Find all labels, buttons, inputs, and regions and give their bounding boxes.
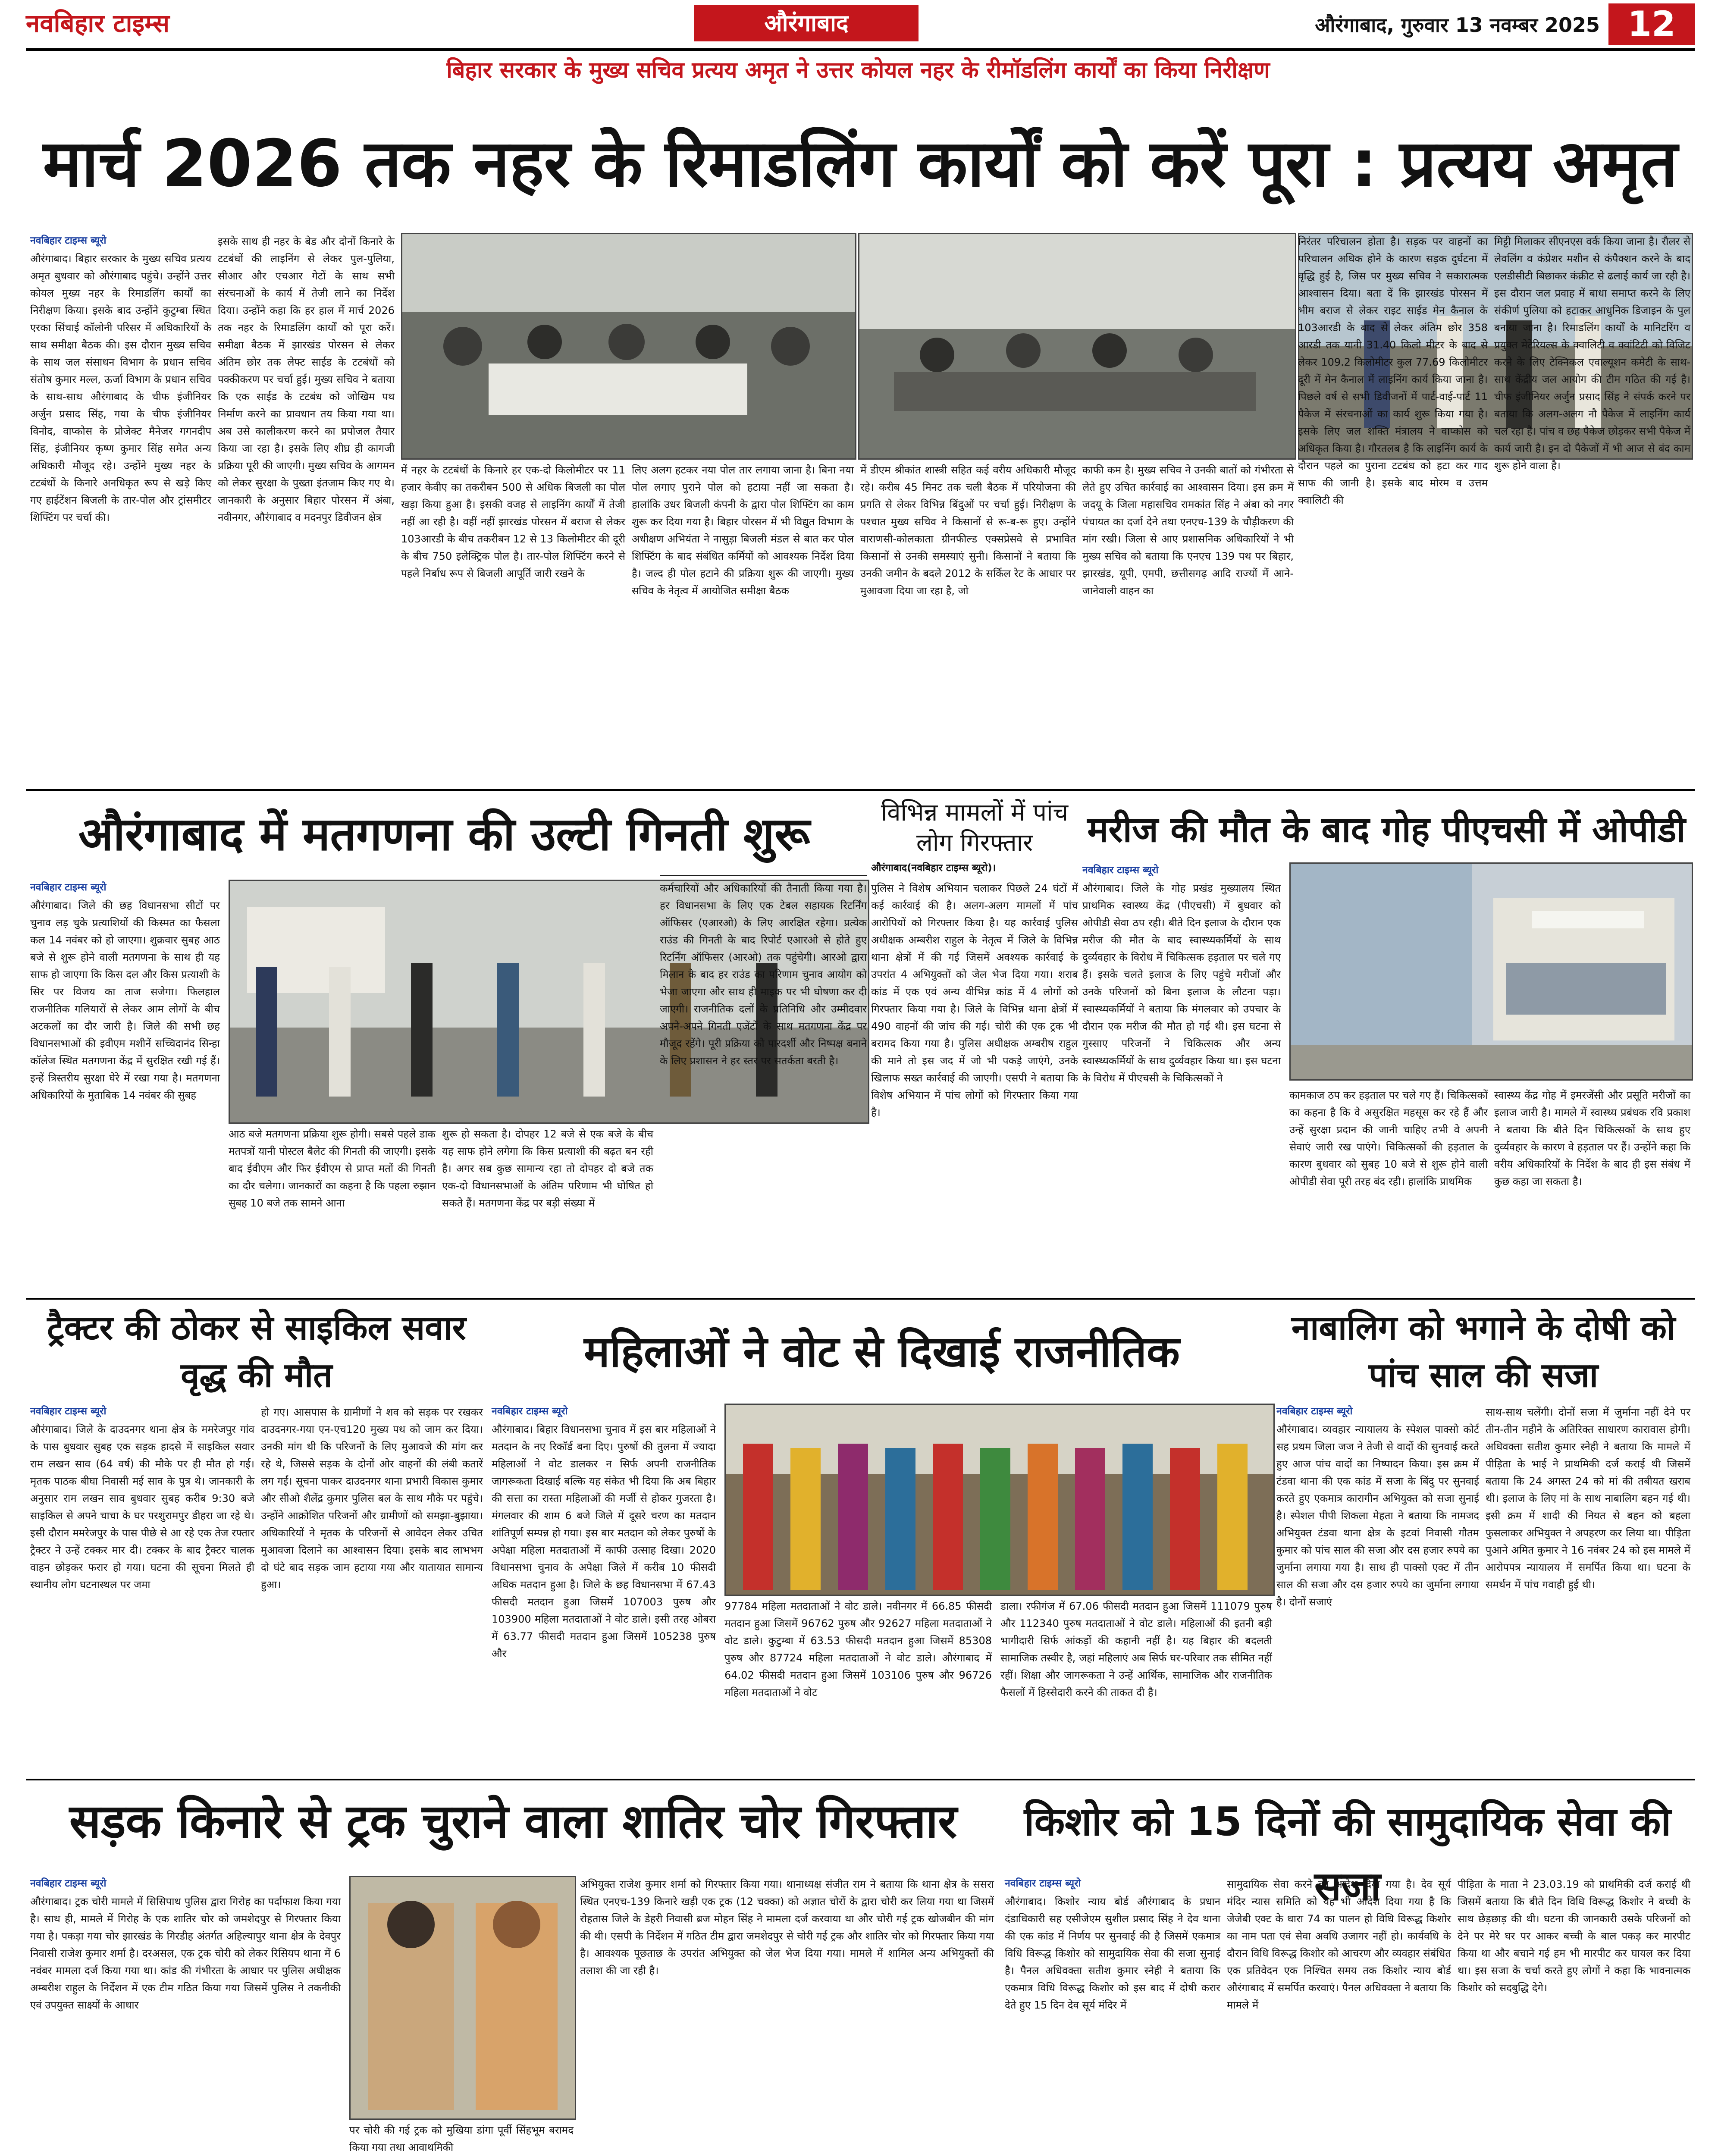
- women-headline: महिलाओं ने वोट से दिखाई राजनीतिक: [584, 1326, 1180, 1377]
- counting-col1: औरंगाबाद। जिले की छह विधानसभा सीटों पर चुनाव लड़ चुके प्रत्याशियों की किस्मत का फैसला कल 14 नवंबर को हो जाएगा। शुक्रवार सुबह आठ बजे से शुरू होने वाली मतगणना के साथ ही यह साफ हो जाएगा कि किस दल और किस प्रत्याशी के सिर पर विजय का ताज सजेगा। फिलहाल राजनीतिक गलियारों से लेकर आम लोगों के बीच अटकलों का दौर जारी है। जिले की सभी छह विधानसभाओं की इवीएम मशीनें सच्चिदानंद सिन्हा कॉलेज स्थित मतगणना केंद्र में सुरक्षित रखी गई हैं। इन्हें त्रिस्तरीय सुरक्षा घेरे में रखा गया है। मतगणना अधिकारियों के मुताबिक 14 नवंबर की सुबह: [30, 899, 220, 1101]
- tractor-col1: औरंगाबाद। जिले के दाउदनगर थाना क्षेत्र के ममरेजपुर गांव के पास बुधवार सुबह एक सड़क हादसे में साइकिल सवार राम लखन साव (64 वर्ष) की मौके पर ही मौत हो गई। मृतक पाठक बीघा निवासी मई साव के पुत्र थे। जानकारी के अनुसार राम लखन साव बुधवार सुबह करीब 9:30 बजे साइकिल से अपने चाचा के घर परशुरामपुर डीहरा जा रहे थे। इसी दौरान ममरेजपुर के पास पीछे से आ रहे एक तेज रफ्तार ट्रैक्टर ने उन्हें टक्कर मार दी। टक्कर के बाद ट्रैक्टर चालक वाहन छोड़कर फरार हो गया। घटना की सूचना मिलते ही स्थानीय लोग घटनास्थल पर जमा: [30, 1423, 254, 1591]
- juvenile-col3: पीड़िता के माता ने 23.03.19 को प्राथमिकी दर्ज कराई थी जिसमें बताया कि बीते दिन विधि विरूद्ध किशोर ने बच्ची के साथ छेड़छाड़ की थी। घटना की जानकारी उसके परिजनों को देने पर मेरे घर पर आकर बच्ची के बाल पकड़ कर मारपीट किया था और बचाने गई हम भी मारपीट कर घायल कर दिया था। इस सजा के चर्चा करते हुए लोगों ने कहा कि भावनात्मक किशोर को सदबुद्धि देगे।: [1458, 1878, 1690, 1994]
- page-number: 12: [1608, 3, 1695, 45]
- counting-col3: शुरू हो सकता है। दोपहर 12 बजे से एक बजे के बीच यह साफ होने लगेगा कि किस प्रत्याशी की बढ़त बन रही है। अगर सब कुछ सामान्य रहा तो दोपहर दो बजे तक एक-दो विधानसभाओं के अंतिम परिणाम भी घोषित हो सकते हैं। मतगणना केंद्र पर बड़ी संख्या में: [442, 1128, 653, 1209]
- counting-headline: औरंगाबाद में मतगणना की उल्टी गिनती शुरू: [78, 808, 810, 861]
- minor-byline: नवबिहार टाइम्स ब्यूरो: [1276, 1406, 1353, 1417]
- opd-col1: औरंगाबाद। जिले के गोह प्रखंड मुख्यालय स्थित प्राथमिक स्वास्थ्य केंद्र (पीएचसी) में बुधवार को ओपीडी सेवा ठप रही। बीते दिन इलाज के दौरान एक मरीज की मौत के बाद स्वास्थ्यकर्मियों के साथ दुर्व्यवहार के विरोध में चिकित्सक हड़ताल पर चले गए हैं। इसके चलते इलाज के लिए पहुंचे मरीजों और उनके परिजनों को बिना इलाज के लौटना पड़ा। स्वास्थ्यकर्मियों ने बताया कि मंगलवार को उपचार के दौरान एक मरीज की मौत हो गई थी। इस घटना से गुस्साए परिजनों ने चिकित्सक और अन्य स्वास्थ्यकर्मियों के साथ दुर्व्यवहार किया था। इस घटना के विरोध में पीएचसी के चिकित्सकों ने: [1082, 882, 1281, 1084]
- truck-byline: नवबिहार टाइम्स ब्यूरो: [30, 1878, 107, 1889]
- arrest-byline: औरंगाबाद(नवबिहार टाइम्स ब्यूरो)।: [871, 862, 996, 874]
- opd-col3: स्वास्थ्य केंद्र गोह में इमरजेंसी और प्रसूति मरीजों का इलाज जारी है। मामले में स्वास्थ्य प्रबंधक रवि प्रकाश ने बताया कि बीते दिन चिकित्सकों के साथ हुए दुर्व्यवहार के कारण वे हड़ताल पर हैं। उन्होंने कहा कि वरीय अधिकारियों के निर्देश के बाद ही इस संबंध में कुछ कहा जा सकता है।: [1494, 1089, 1690, 1188]
- opd-headline: मरीज की मौत के बाद गोह पीएचसी में ओपीडी: [1087, 809, 1686, 850]
- women-col3: डाला। रफीगंज में 67.06 फीसदी मतदान हुआ जिसमें 111079 पुरुष और 112340 पुरुष मतदाताओं ने वोट डाले। महिलाओं की इतनी बड़ी भागीदारी सिर्फ आंकड़ों की कहानी नहीं है। यह बिहार की बदलती सामाजिक तस्वीर है, जहां महिलाएं अब सिर्फ घर-परिवार तक सीमित नहीं रहीं। शिक्षा और जागरूकता ने उन्हें आर्थिक, सामाजिक और राजनीतिक फैसलों में हिस्सेदारी करने की ताकत दी है।: [1000, 1600, 1272, 1698]
- opd-byline: नवबिहार टाइम्स ब्यूरो: [1082, 865, 1159, 876]
- arrest-col1: पुलिस ने विशेष अभियान चलाकर पिछले 24 घंटों में कई कार्रवाई की है। अलग-अलग मामलों में पांच आरोपियों को गिरफ्तार किया है। यह कार्रवाई पुलिस अधीक्षक अम्बरीश राहुल के नेतृत्व में जिले के विभिन्न थाना क्षेत्रों में की गई जिसमें अवश्यक कार्रवाई के उपरांत 4 अभियुक्तों को जेल भेज दिया गया। शराब कांड में एक एवं अन्य वीभिन्न कांड में 4 लोगों को गिरफ्तार किया गया है। जिले के विभिन्न थाना क्षेत्रों में 490 वाहनों की जांच की गई। चोरी की एक ट्रक भी बरामद किया गया है। पुलिस अधीक्षक अम्बरीष राहुल की माने तो इस जद में जो भी पकड़े जाएंगे, उनके खिलाफ सख्त कार्रवाई की जाएगी। एसपी ने बताया कि विशेष अभियान में पांच लोगों को गिरफ्तार किया गया है।: [871, 882, 1078, 1119]
- masthead-rule: [26, 48, 1695, 51]
- arrest-headline: विभिन्न मामलों में पांच लोग गिरफ्तार: [881, 799, 1069, 857]
- opd-photo: [1289, 862, 1693, 1081]
- lead-photo-1: [401, 233, 856, 460]
- counting-byline: नवबिहार टाइम्स ब्यूरो: [30, 882, 107, 893]
- truck-col1: औरंगाबाद। ट्रक चोरी मामले में सिसिपाथ पुलिस द्वारा गिरोह का पर्दाफाश किया गया है। साथ ही, मामले में गिरोह के एक शातिर चोर को जमशेदपुर से गिरफ्तार किया गया है। पकड़ा गया चोर झारखंड के गिरडीह अंतर्गत अहिल्यापुर थाना क्षेत्र के देवपुर निवासी राजेश कुमार शर्मा है। दरअसल, एक ट्रक चोरी को लेकर रिसियप थाना में 6 नवंबर मामला दर्ज किया गया था। कांड की गंभीरता के आधार पर पुलिस अधीक्षक अम्बरीश राहुल के निर्देशन में एक टीम गठित किया गया जिसमें पुलिस ने तकनीकी एवं उपयुक्त साक्ष्यों के आधार: [30, 1896, 341, 2011]
- lead-col3: में नहर के टटबंधों के किनारे हर एक-दो किलोमीटर पर 11 हजार केवीए का तकरीबन 500 से अधिक बिजली का पोल खड़ा किया हुआ है। इसकी वजह से लाइनिंग कार्यों में तेजी नहीं आ रही है। वहीं नहीं झारखंड पोरसन में बराज से लेकर 103आरडी के बीच तकरीबन 12 से 13 किलोमीटर की दूरी के बीच 750 इलेक्ट्रिक पोल है। तार-पोल शिफ्टिंग करने से पहले निर्बाध रूप से बिजली आपूर्ति जारी रखने के: [401, 464, 625, 580]
- masthead-dateline: औरंगाबाद, गुरुवार 13 नवम्बर 2025: [1315, 13, 1600, 37]
- section-rule-1: [26, 789, 1695, 791]
- masthead-section: औरंगाबाद: [694, 5, 919, 41]
- juvenile-col2: सामुदायिक सेवा करने का आदेश दिया गया है। देव सूर्य मंदिर न्यास समिति को यह भी आदेश दिया गया है कि जेजेबी एक्ट के धारा 74 का पालन हो विधि विरूद्ध किशोर का नाम पता एवं सेवा अवधि उजागर नहीं हो। कार्यवधि के दौरान विधि विरूद्ध किशोर को आचरण और व्यवहार संबंधित एक प्रतिवेदन एक निश्चित समय तक किशोर न्याय बोर्ड औरंगाबाद में समर्पित करवाएं। पैनल अधिवक्ता ने बताया कि मामले में: [1227, 1878, 1451, 2011]
- section-rule-2: [26, 1298, 1695, 1300]
- opd-col2: कामकाज ठप कर हड़ताल पर चले गए हैं। चिकित्सकों का कहना है कि वे असुरक्षित महसूस कर रहे हैं और उन्हें सुरक्षा प्रदान की जानी चाहिए तभी वे अपनी सेवाएं जारी रख पाएंगे। चिकित्सकों की हड़ताल के कारण बुधवार को सुबह 10 बजे से शुरू होने वाली ओपीडी सेवा पूरी तरह बंद रही। हालांकि प्राथमिक: [1289, 1089, 1488, 1188]
- lead-col7: निरंतर परिचालन होता है। सड़क पर वाहनों का परिचालन अधिक होने के कारण सड़क दुर्घटना में वृद्धि हुई है, जिस पर मुख्य सचिव ने सकारात्मक आश्वासन दिया। बता दें कि झारखंड पोरसन में भीम बराज से लेकर राइट साईड मेन कैनाल के 103आरडी के बाद से लेकर अंतिम छोर 358 आरडी तक यानी 31.40 किलो मीटर के बाद से लेकर 109.2 किलोमीटर कुल 77.69 किलोमीटर दूरी में मेन कैनाल में लाइनिंग कार्य किया जाना है। पिछले वर्ष से सभी डिवीजनों में पार्ट-वाई-पार्ट 11 पैकेज में संरचनाओं का कार्य शुरू किया गया है। इसके लिए जल शक्ति मंत्रालय ने वाप्कोस को अधिकृत किया है। गौरतलब है कि लाइनिंग कार्य के दौरान पहले का पुराना टटबंध को हटा कर गाद साफ की जानी है। इसके बाद मोरम व उत्तम क्वालिटी की: [1298, 235, 1488, 506]
- women-photo: [724, 1404, 1275, 1596]
- juvenile-headline: किशोर को 15 दिनों की सामुदायिक सेवा की सजा: [1024, 1799, 1671, 1909]
- minor-col2: साथ-साथ चलेंगी। दोनों सजा में जुर्माना नहीं देने पर तीन-तीन महीने के अतिरिक्त साधारण कारावास होगी। अधिवक्ता सतीश कुमार स्नेही ने बताया कि मामले में पीड़िता के भाई ने प्राथमिकी दर्ज कराई थी जिसमें बताया कि 24 अगस्त 24 को मां की तबीयत खराब थी। इलाज के लिए मां के साथ नाबालिग बहन गई थी। इसी क्रम में शादी की नियत से बहन को बहला फुसलाकर अभियुक्त ने अपहरण कर लिया था। पीड़िता पुआने अमित कुमार ने 16 नवंबर 24 को इस मामले में आरोपपत्र न्यायालय में समर्पित किया था। घटना के समर्थन में पांच गवाही हुई थी।: [1486, 1406, 1690, 1591]
- lead-col2: इसके साथ ही नहर के बेड और दोनों किनारे के टटबंधों की लाइनिंग से लेकर पुल-पुलिया, सीआर और एचआर गेटों के साथ सभी संरचनाओं के कार्य में तेजी लाने का निर्देश दिया। उन्होंने कहा कि हर हाल में मार्च 2026 तक नहर के रिमाडलिंग कार्यों को पूरा करें। समीक्षा बैठक में झारखंड पोरसन से लेकर अंतिम छोर तक लेफ्ट साईड के टटबंधों को पक्कीकरण पर चर्चा हुई। मुख्य सचिव ने बताया कि एक साईड के टटबंध को जोखिम पथ निर्माण करने का प्रावधान तय किया गया था। अब उसे कालीकरण करने का प्रपोजल तैयार किया जा रहा है। इसके लिए शीघ्र ही कागजी प्रक्रिया पूरी की जाएगी। मुख्य सचिव के आगमन को लेकर सुरक्षा के पुख्ता इंतजाम किए गए थे। जानकारी के अनुसार बिहार पोरसन में अंबा, नवीनगर, औरंगाबाद व मदनपुर डिवीजन क्षेत्र: [218, 235, 395, 523]
- lead-col1: औरंगाबाद। बिहार सरकार के मुख्य सचिव प्रत्यय अमृत बुधवार को औरंगाबाद पहुंचे। उन्होंने उत्तर कोयल मुख्य नहर के रिमाडलिंग कार्यों का निरीक्षण किया। इसके बाद उन्होंने कुटुम्बा स्थित एरका सिंचाई कॉलोनी परिसर में अधिकारियों के साथ समीक्षा बैठक की। इस दौरान मुख्य सचिव के साथ जल संसाधन विभाग के प्रधान सचिव संतोष कुमार मल्ल, ऊर्जा विभाग के प्रधान सचिव के साथ-साथ औरंगाबाद के चीफ इंजीनियर अर्जुन प्रसाद सिंह, गया के चीफ इंजीनियर विनोद, वाप्कोस के प्रोजेक्ट मैनेजर गगनदीप सिंह, इंजीनियर कृष्ण कुमार सिंह समेत अन्य अधिकारी मौजूद रहे। उन्होंने मुख्य नहर के टटबंधों के किनारे अनधिकृत रूप से खड़े किए गए हाईटेंशन बिजली के तार-पोल और ट्रांसमीटर शिफ्टिंग पर चर्चा की।: [30, 253, 211, 523]
- lead-headline: मार्च 2026 तक नहर के रिमाडलिंग कार्यों को करें पूरा : प्रत्यय अमृत: [43, 126, 1678, 201]
- minor-col1: औरंगाबाद। व्यवहार न्यायालय के स्पेशल पाक्सो कोर्ट सह प्रथम जिला जज ने तेजी से वादों की सुनवाई करते हुए आज पांच वादों का निष्पादन किया। इस क्रम में टंडवा थाना की एक कांड में सजा के बिंदु पर सुनवाई करते हुए एकमात्र कारागीन अभियुक्त को सजा सुनाई है। स्पेशल पीपी शिकला मेहता ने बताया कि नामजद अभियुक्त टंडवा थाना क्षेत्र के इटवां निवासी गौतम कुमार को पांच साल की सजा और दस हजार रुपये का जुर्माना लगाया गया है। साथ ही पाक्सो एक्ट में तीन साल की सजा और दस हजार रुपये का जुर्माना लगाया है। दोनों सजाएं: [1276, 1423, 1479, 1608]
- truck-photo: [349, 1876, 576, 2120]
- juvenile-byline: नवबिहार टाइम्स ब्यूरो: [1005, 1878, 1081, 1889]
- truck-caption: पर चोरी की गई ट्रक को मुखिया डांगा पूर्वी सिंहभूम बरामद किया गया तथा आवाथमिकी: [349, 2124, 574, 2153]
- tractor-byline: नवबिहार टाइम्स ब्यूरो: [30, 1406, 107, 1417]
- section-rule-3: [26, 1779, 1695, 1780]
- lead-kicker: बिहार सरकार के मुख्य सचिव प्रत्यय अमृत ने उत्तर कोयल नहर के रीमॉडलिंग कार्यों का किया निरीक्षण: [446, 57, 1270, 83]
- masthead-paper-name: नवबिहार टाइम्स: [26, 9, 170, 38]
- counting-col4: कर्मचारियों और अधिकारियों की तैनाती किया गया है। हर विधानसभा के लिए एक टेबल सहायक रिटर्निंग ऑफिसर (एआरओ) के लिए आरक्षित रहेगा। प्रत्येक राउंड की गिनती के बाद रिपोर्ट एआरओ से होते हुए रिटर्निंग ऑफिसर (आरओ) तक पहुंचेगी। आरओ द्वारा मिलान के बाद हर राउंड का परिणाम चुनाव आयोग को भेजा जाएगा और साथ ही माइक पर भी घोषणा कर दी जाएगी। राजनीतिक दलों के प्रतिनिधि और उम्मीदवार अपने-अपने गिनती एजेंटों के साथ मतगणना केंद्र पर मौजूद रहेंगे। पूरी प्रक्रिया को पारदर्शी और निष्पक्ष बनाने के लिए प्रशासन ने हर स्तर पर सतर्कता बरती है।: [660, 882, 867, 1067]
- tractor-col2: हो गए। आसपास के ग्रामीणों ने शव को सड़क पर रखकर दाउदनगर-गया एन-एच120 मुख्य पथ को जाम कर दिया। उनकी मांग थी कि परिजनों के लिए मुआवजे की मांग कर रहे थे, जिससे सड़क के दोनों ओर वाहनों की लंबी कतारें लग गईं। सूचना पाकर दाउदनगर थाना प्रभारी विकास कुमार और सीओ शैलेंद्र कुमार पुलिस बल के साथ मौके पर पहुंचे। उन्होंने आक्रोशित परिजनों और ग्रामीणों को समझा-बुझाया। अधिकारियों ने मृतक के परिजनों से आवेदन लेकर उचित मुआवजा दिलाने का आश्वासन दिया। इसके बाद लाभभग दो घंटे बाद सड़क जाम हटाया गया और यातायात सामान्य हुआ।: [261, 1406, 483, 1591]
- truck-headline: सड़क किनारे से ट्रक चुराने वाला शातिर चोर गिरफ्तार: [69, 1795, 957, 1849]
- lead-col8: मिट्टी मिलाकर सीएनएस वर्क किया जाना है। रौलर से लेवलिंग व कंप्रेशर मशीन से कंपैक्शन करने के बाद एलडीसीटी बिछाकर कंक्रीट से ढलाई कार्य जा रही है। इस दौरान जल प्रवाह में बाधा समाप्त करने के लिए संकीर्ण पुलिया को हटाकर आधुनिक डिजाइन के पुल बनाया जाना है। रिमाडलिंग कार्यों के मानिटरिंग व प्रयुक्त मेटेरियल्स के क्वालिटी व क्वांटिटी को विजिट करने के लिए टेक्निकल एवाल्यूशन कमेटी के साथ-साथ केंद्रीय जल आयोग की टीम गठित की गई है। चीफ इंजीनियर अर्जुन प्रसाद सिंह ने संपर्क करने पर बताया कि अलग-अलग नौ पैकेज में लाइनिंग कार्य चल रहा है। पांच व छह पैकेज छोड़कर सभी पैकेज में कार्य जारी है। इन दो पैकेजों में भी आज से बंद काम शुरू होने वाला है।: [1494, 235, 1690, 472]
- juvenile-col1: औरंगाबाद। किशोर न्याय बोर्ड औरंगाबाद के प्रधान दंडाधिकारी सह एसीजेएम सुशील प्रसाद सिंह ने देव थाना की एक कांड में निर्णय पर सुनवाई की है जिसमें एकमात्र विधि विरूद्ध किशोर को सामुदायिक सेवा की सजा सुनाई है। पैनल अधिवक्ता सतीश कुमार स्नेही ने बताया कि एकमात्र विधि विरूद्ध किशोर को इस बाद में दोषी करार देते हुए 15 दिन देव सूर्य मंदिर में: [1005, 1896, 1220, 2011]
- women-byline: नवबिहार टाइम्स ब्यूरो: [492, 1406, 568, 1417]
- lead-photo-2: [858, 233, 1296, 460]
- counting-col2: आठ बजे मतगणना प्रक्रिया शुरू होगी। सबसे पहले डाक मतपत्रों यानी पोस्टल बैलेट की गिनती की जाएगी। इसके बाद ईवीएम और फिर ईवीएम से प्राप्त मतों की गिनती का दौर चलेगा। जानकारों का कहना है कि पहला रुझान सुबह 10 बजे तक सामने आना: [229, 1128, 436, 1209]
- lead-col5: में डीएम श्रीकांत शास्त्री सहित कई वरीय अधिकारी मौजूद रहे। करीब 45 मिनट तक चली बैठक में परियोजना की प्रगति से लेकर विभिन्न बिंदुओं पर चर्चा हुई। निरीक्षण के पश्चात मुख्य सचिव ने किसानों से रू-ब-रू हुए। उन्होंने वाराणसी-कोलकाता ग्रीनफील्ड एक्सप्रेसवे से प्रभावित किसानों से उनकी समस्याएं सुनी। किसानों ने बताया कि उनकी जमीन के बदले 2012 के सर्किल रेट के आधार पर मुआवजा दिया जा रहा है, जो: [860, 464, 1076, 597]
- masthead: [0, 0, 1718, 47]
- minor-headline: नाबालिग को भगाने के दोषी को पांच साल की सजा: [1291, 1309, 1676, 1395]
- women-col2: 97784 महिला मतदाताओं ने वोट डाले। नवीनगर में 66.85 फीसदी मतदान हुआ जिसमें 96762 पुरुष और 92627 महिला मतदाताओं ने वोट डाले। कुटुम्बा में 63.53 फीसदी मतदान हुआ जिसमें 85308 पुरुष और 87724 महिला मतदाताओं ने वोट डाले। औरंगाबाद में 64.02 फीसदी मतदान हुआ जिसमें 103106 पुरुष और 96726 महिला मतदाताओं ने वोट: [724, 1600, 992, 1698]
- tractor-headline: ट्रैक्टर की ठोकर से साइकिल सवार वृद्ध की मौत: [47, 1309, 466, 1395]
- truck-col2: अभियुक्त राजेश कुमार शर्मा को गिरफ्तार किया गया। थानाध्यक्ष संजीत राम ने बताया कि थाना क्षेत्र के ससरा स्थित एनएच-139 किनारे खड़ी एक ट्रक (12 चक्का) को अज्ञात चोरों के द्वारा चोरी कर लिया गया था जिसमें रोहतास जिले के डेहरी निवासी ब्रज मोहन सिंह ने मामला दर्ज करवाया था और चोरी गई ट्रक खोजबीन की मांग की थी। एसपी के निर्देशन में गठित टीम द्वारा जमशेदपुर से चोरी गई ट्रक और शातिर चोर को गिरफ्तार किया गया है। आवश्यक पूछताछ के उपरांत अभियुक्त को जेल भेज दिया गया। मामले में शामिल अन्य अभियुक्तों की तलाश की जा रही है।: [580, 1878, 994, 1977]
- lead-col4: लिए अलग हटकर नया पोल तार लगाया जाना है। बिना नया पोल लगाए पुराने पोल को हटाया नहीं जा सकता है। हालांकि उधर बिजली कंपनी के द्वारा पोल शिफ्टिंग का काम शुरू कर दिया गया है। बिहार पोरसन में भी विद्युत विभाग के अधीक्षण अभियंता ने नासुड़ा बिजली मंडल से बात कर पोल शिफ्टिंग के बाद संबंधित कर्मियों को आवश्यक निर्देश दिया है। जल्द ही पोल हटाने की प्रक्रिया शुरू की जाएगी। मुख्य सचिव के नेतृत्व में आयोजित समीक्षा बैठक: [632, 464, 854, 597]
- lead-col6: काफी कम है। मुख्य सचिव ने उनकी बातों को गंभीरता से लेते हुए उचित कार्रवाई का आश्वासन दिया। इस क्रम में जदयू के जिला महासचिव रामकांत सिंह ने अंबा को नगर पंचायत का दर्जा देने तथा एनएच-139 के चौड़ीकरण की मांग रखी। जिला से आए प्रशासनिक अधिकारियों ने भी मुख्य सचिव को बताया कि एनएच 139 पथ पर बिहार, झारखंड, यूपी, एमपी, छत्तीसगढ़ आदि राज्यों में आने-जानेवाली वाहन का: [1082, 464, 1294, 597]
- women-col1: औरंगाबाद। बिहार विधानसभा चुनाव में इस बार महिलाओं ने मतदान के नए रिकॉर्ड बना दिए। पुरुषों की तुलना में ज्यादा महिलाओं ने वोट डालकर न सिर्फ अपनी राजनीतिक जागरूकता दिखाई बल्कि यह संकेत भी दिया कि अब बिहार की सत्ता का रास्ता महिलाओं की मर्जी से होकर गुजरता है। मंगलवार की शाम 6 बजे जिले में दूसरे चरण का मतदान शांतिपूर्ण सम्पन्न हो गया। इस बार मतदान को लेकर पुरुषों के अपेक्षा महिला मतदाताओं में काफी उत्साह दिखा। 2020 विधानसभा चुनाव के अपेक्षा जिले में करीब 10 फीसदी अधिक मतदान हुआ है। जिले के छह विधानसभा में 67.43 फीसदी मतदान हुआ जिसमें 107003 पुरुष और 103900 महिला मतदाताओं ने वोट डाले। इसी तरह ओबरा में 63.77 फीसदी मतदान हुआ जिसमें 105238 पुरुष और: [492, 1423, 716, 1660]
- counting-rule: [660, 875, 867, 876]
- lead-byline: नवबिहार टाइम्स ब्यूरो: [30, 235, 107, 246]
